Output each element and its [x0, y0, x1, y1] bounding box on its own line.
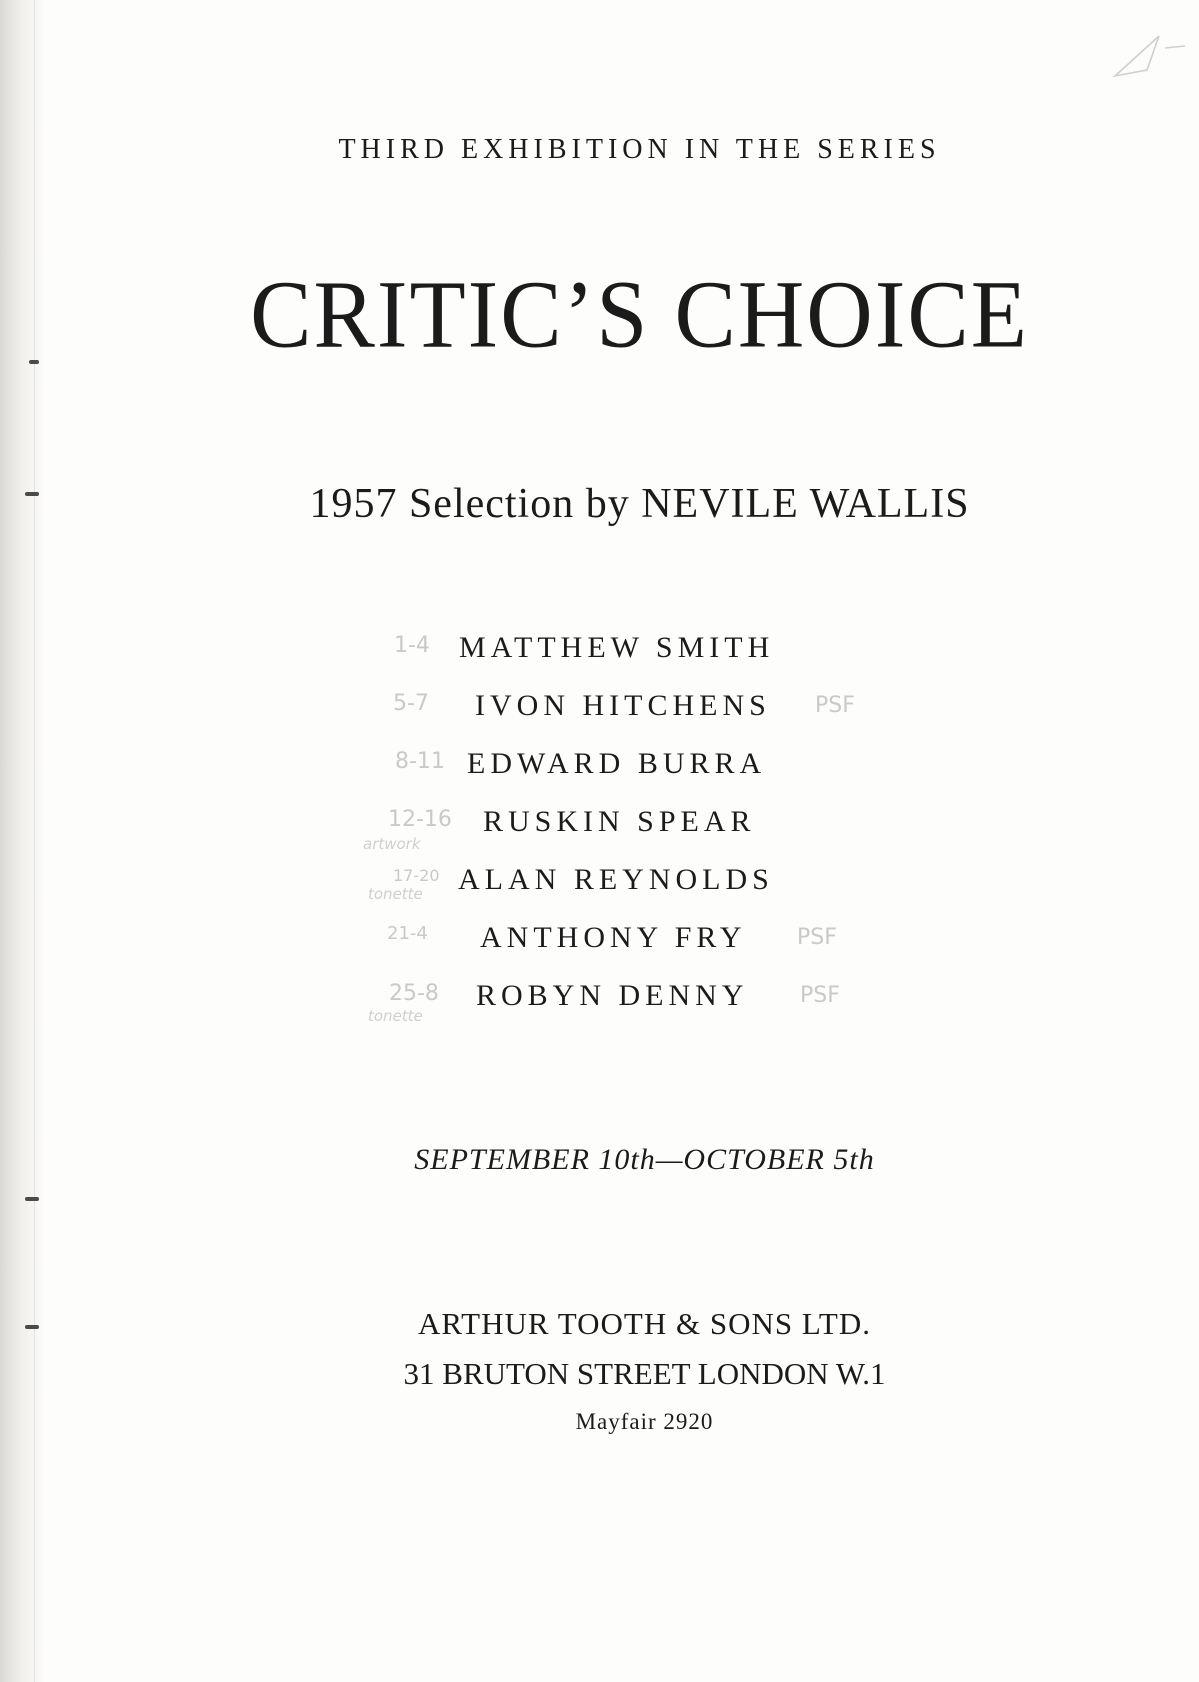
- pencil-catalogue-number: 12-16: [388, 807, 452, 832]
- gallery-phone: Mayfair 2920: [575, 1409, 714, 1434]
- selection-line: 1957 Selection by NEVILE WALLIS: [309, 481, 970, 527]
- pencil-sub-note: tonette: [368, 1007, 423, 1025]
- binding-stitch: [29, 360, 39, 364]
- pencil-catalogue-number: 25-8: [389, 981, 439, 1006]
- artist-row: [0, 979, 1199, 1025]
- artist-row: [0, 805, 1199, 853]
- artist-name: ALAN REYNOLDS: [458, 863, 774, 896]
- pencil-sub-note: artwork: [363, 835, 421, 853]
- artist-row: [0, 921, 1199, 961]
- exhibition-title: CRITIC’S CHOICE: [250, 260, 1029, 368]
- artist-row: [0, 689, 1199, 729]
- pencil-corner-mark-icon: [1107, 26, 1187, 86]
- pencil-side-note: PSF: [797, 925, 837, 950]
- gallery-address: 31 BRUTON STREET LONDON W.1: [403, 1356, 886, 1391]
- pencil-sub-note: tonette: [368, 885, 423, 903]
- artist-name: MATTHEW SMITH: [459, 631, 775, 664]
- binding-stitch: [25, 1325, 39, 1329]
- pencil-catalogue-number: 8-11: [395, 749, 445, 774]
- exhibition-dates: SEPTEMBER 10th—OCTOBER 5th: [414, 1143, 875, 1176]
- pencil-side-note: PSF: [815, 693, 855, 718]
- artist-name: ANTHONY FRY: [480, 921, 747, 954]
- binding-stitch: [25, 1197, 39, 1201]
- pencil-side-note: PSF: [800, 983, 840, 1008]
- artist-name: IVON HITCHENS: [475, 689, 771, 722]
- artist-name: RUSKIN SPEAR: [483, 805, 756, 838]
- series-heading: THIRD EXHIBITION IN THE SERIES: [338, 134, 941, 165]
- artist-row: [0, 747, 1199, 787]
- artist-row: [0, 863, 1199, 903]
- pencil-catalogue-number: 5-7: [393, 691, 429, 716]
- pencil-catalogue-number: 1-4: [394, 633, 430, 658]
- gallery-name: ARTHUR TOOTH & SONS LTD.: [417, 1306, 872, 1341]
- pencil-catalogue-number: 21-4: [387, 923, 428, 944]
- artist-row: [0, 631, 1199, 671]
- binding-stitch: [25, 492, 39, 496]
- artist-name: EDWARD BURRA: [467, 747, 767, 780]
- artist-name: ROBYN DENNY: [476, 979, 749, 1012]
- pencil-catalogue-number: 17-20: [393, 866, 440, 885]
